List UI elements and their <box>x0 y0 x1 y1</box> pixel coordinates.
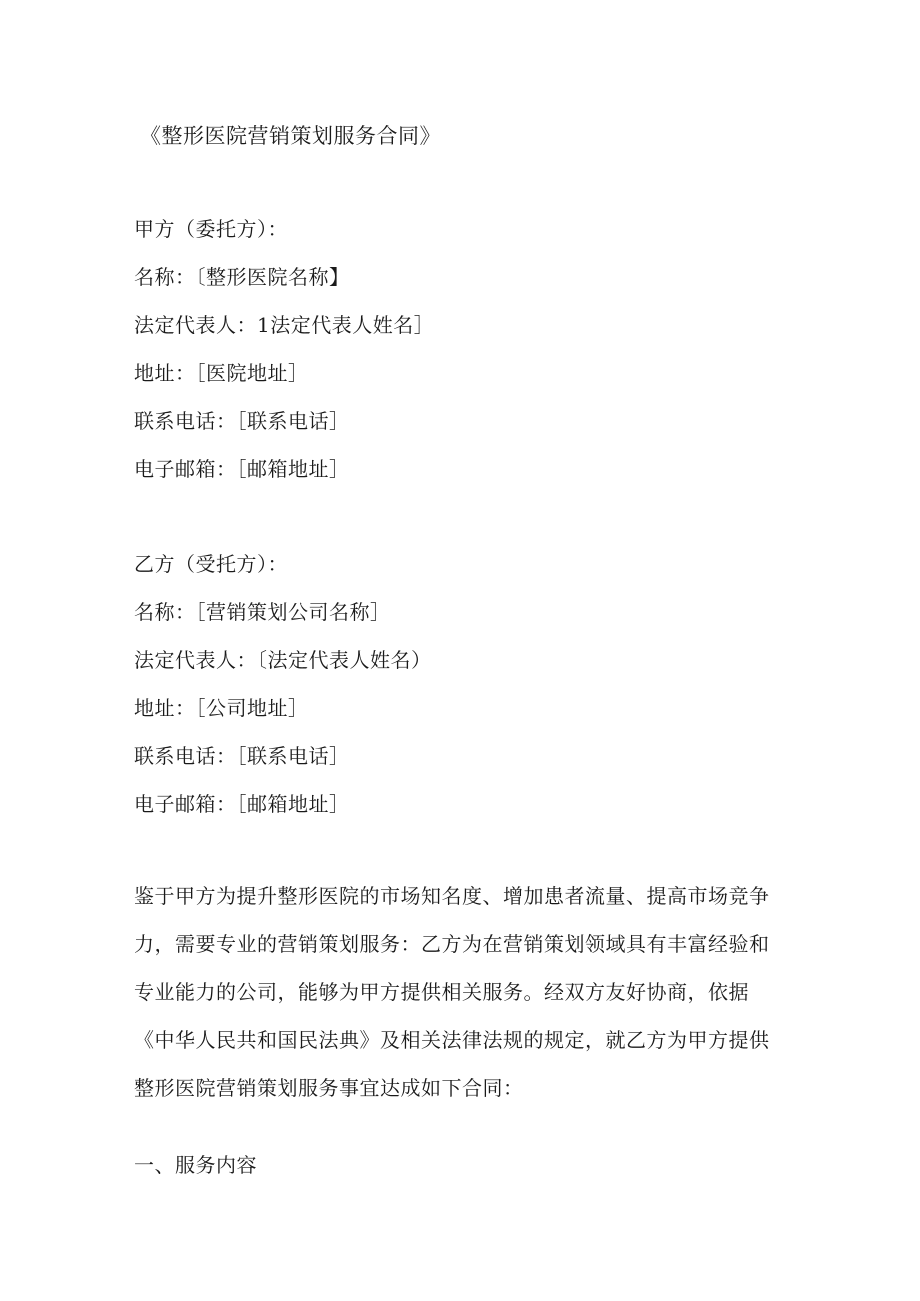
preamble-line: 《中华人民共和国民法典》及相关法律法规的规定，就乙方为甲方提供 <box>134 1028 770 1052</box>
party-a-address: 地址：［医院地址］ <box>134 361 309 385</box>
party-a-heading: 甲方（委托方）： <box>134 217 288 241</box>
party-b-phone: 联系电话：［联系电话］ <box>134 744 350 768</box>
party-b-heading: 乙方（受托方）： <box>134 552 288 576</box>
party-b-representative: 法定代表人：〔法定代表人姓名） <box>134 648 432 672</box>
preamble-line: 力，需要专业的营销策划服务：乙方为在营销策划领域具有丰富经验和 <box>134 932 770 956</box>
preamble-line: 整形医院营销策划服务事宜达成如下合同： <box>134 1076 524 1100</box>
preamble-line: 专业能力的公司，能够为甲方提供相关服务。经双方友好协商，依据 <box>134 980 749 1004</box>
party-a-name: 名称：〔整形医院名称】 <box>134 265 350 289</box>
party-b-address: 地址：［公司地址］ <box>134 696 309 720</box>
document-title: 《整形医院营销策划服务合同》 <box>140 124 441 148</box>
preamble-paragraph <box>134 872 774 1112</box>
party-a-email: 电子邮箱：［邮箱地址］ <box>134 457 350 481</box>
party-a-representative: 法定代表人：1法定代表人姓名］ <box>134 313 435 337</box>
section-heading-service-content: 一、服务内容 <box>134 1153 257 1177</box>
preamble-line: 鉴于甲方为提升整形医院的市场知名度、增加患者流量、提高市场竞争 <box>134 884 770 908</box>
party-b-name: 名称：［营销策划公司名称］ <box>134 600 391 624</box>
party-b-email: 电子邮箱：［邮箱地址］ <box>134 792 350 816</box>
party-a-phone: 联系电话：［联系电话］ <box>134 409 350 433</box>
